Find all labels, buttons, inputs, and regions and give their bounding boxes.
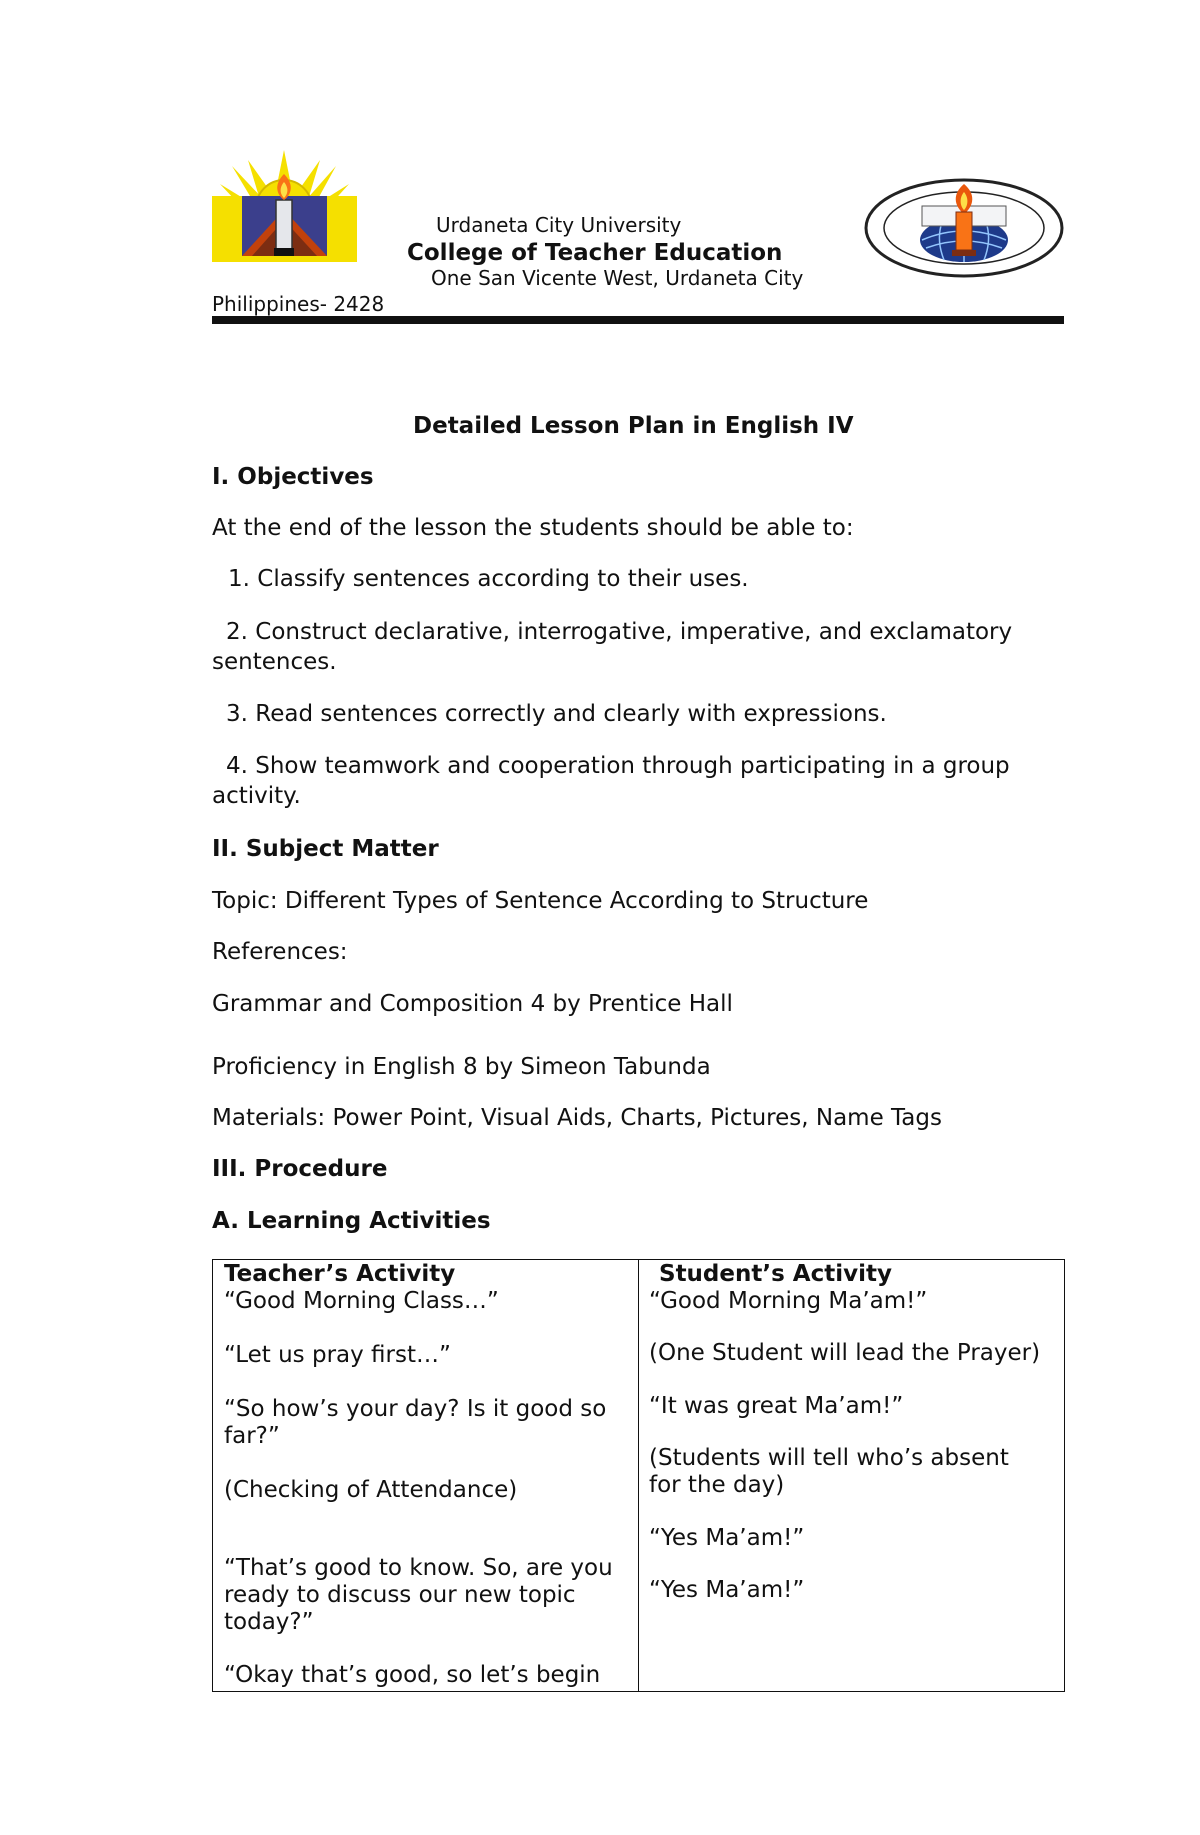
student-line: “Good Morning Ma’am!” bbox=[649, 1288, 928, 1314]
activities-table bbox=[212, 1259, 1065, 1692]
student-activity-cell bbox=[639, 1260, 1065, 1692]
objectives-heading: I. Objectives bbox=[212, 464, 374, 490]
teacher-line: “That’s good to know. So, are you bbox=[224, 1555, 613, 1581]
student-line: “Yes Ma’am!” bbox=[649, 1577, 805, 1603]
university-name: Urdaneta City University bbox=[436, 213, 682, 237]
reference-item: Grammar and Composition 4 by Prentice Hall bbox=[212, 991, 733, 1017]
page-title: Detailed Lesson Plan in English IV bbox=[413, 413, 854, 439]
topic-line: Topic: Different Types of Sentence According to Structure bbox=[212, 888, 869, 914]
teacher-line: “Let us pray first…” bbox=[224, 1342, 451, 1368]
student-line: (One Student will lead the Prayer) bbox=[649, 1340, 1041, 1366]
teacher-line: ready to discuss our new topic bbox=[224, 1582, 576, 1608]
references-label: References: bbox=[212, 939, 348, 965]
objectives-intro: At the end of the lesson the students should be able to: bbox=[212, 515, 854, 541]
objective-item: 2. Construct declarative, interrogative, imperative, and exclamatory sentences. bbox=[212, 619, 1013, 675]
left-logo bbox=[212, 150, 357, 262]
procedure-heading: III. Procedure bbox=[212, 1156, 388, 1182]
teacher-line: “So how’s your day? Is it good so bbox=[224, 1396, 607, 1422]
student-activity-header: Student’s Activity bbox=[659, 1261, 892, 1287]
student-line: (Students will tell who’s absent bbox=[649, 1445, 1009, 1471]
college-name: College of Teacher Education bbox=[407, 240, 783, 266]
country-line: Philippines- 2428 bbox=[212, 292, 385, 316]
objective-item: 3. Read sentences correctly and clearly with expressions. bbox=[226, 701, 887, 727]
teacher-line: far?” bbox=[224, 1423, 280, 1449]
teacher-line: “Good Morning Class…” bbox=[224, 1288, 499, 1314]
teacher-activity-cell bbox=[213, 1260, 639, 1692]
teacher-line: (Checking of Attendance) bbox=[224, 1477, 518, 1503]
objective-item: 1. Classify sentences according to their uses. bbox=[228, 566, 749, 592]
header-divider bbox=[212, 316, 1064, 324]
address-line: One San Vicente West, Urdaneta City bbox=[431, 266, 804, 290]
student-line: “It was great Ma’am!” bbox=[649, 1393, 904, 1419]
student-line: for the day) bbox=[649, 1472, 785, 1498]
subject-matter-heading: II. Subject Matter bbox=[212, 836, 439, 862]
university-seal-icon bbox=[864, 178, 1064, 278]
table-row bbox=[213, 1260, 1065, 1692]
reference-item: Proficiency in English 8 by Simeon Tabunda bbox=[212, 1054, 711, 1080]
teacher-activity-header: Teacher’s Activity bbox=[224, 1261, 456, 1287]
learning-activities-heading: A. Learning Activities bbox=[212, 1208, 491, 1234]
teacher-line: today?” bbox=[224, 1609, 314, 1635]
sun-torch-seal-icon bbox=[212, 150, 357, 262]
materials-line: Materials: Power Point, Visual Aids, Charts, Pictures, Name Tags bbox=[212, 1105, 942, 1131]
student-line: “Yes Ma’am!” bbox=[649, 1525, 805, 1551]
objective-item: 4. Show teamwork and cooperation through participating in a group activity. bbox=[212, 753, 1010, 809]
teacher-line: “Okay that’s good, so let’s begin bbox=[224, 1662, 601, 1688]
right-logo bbox=[864, 178, 1064, 278]
